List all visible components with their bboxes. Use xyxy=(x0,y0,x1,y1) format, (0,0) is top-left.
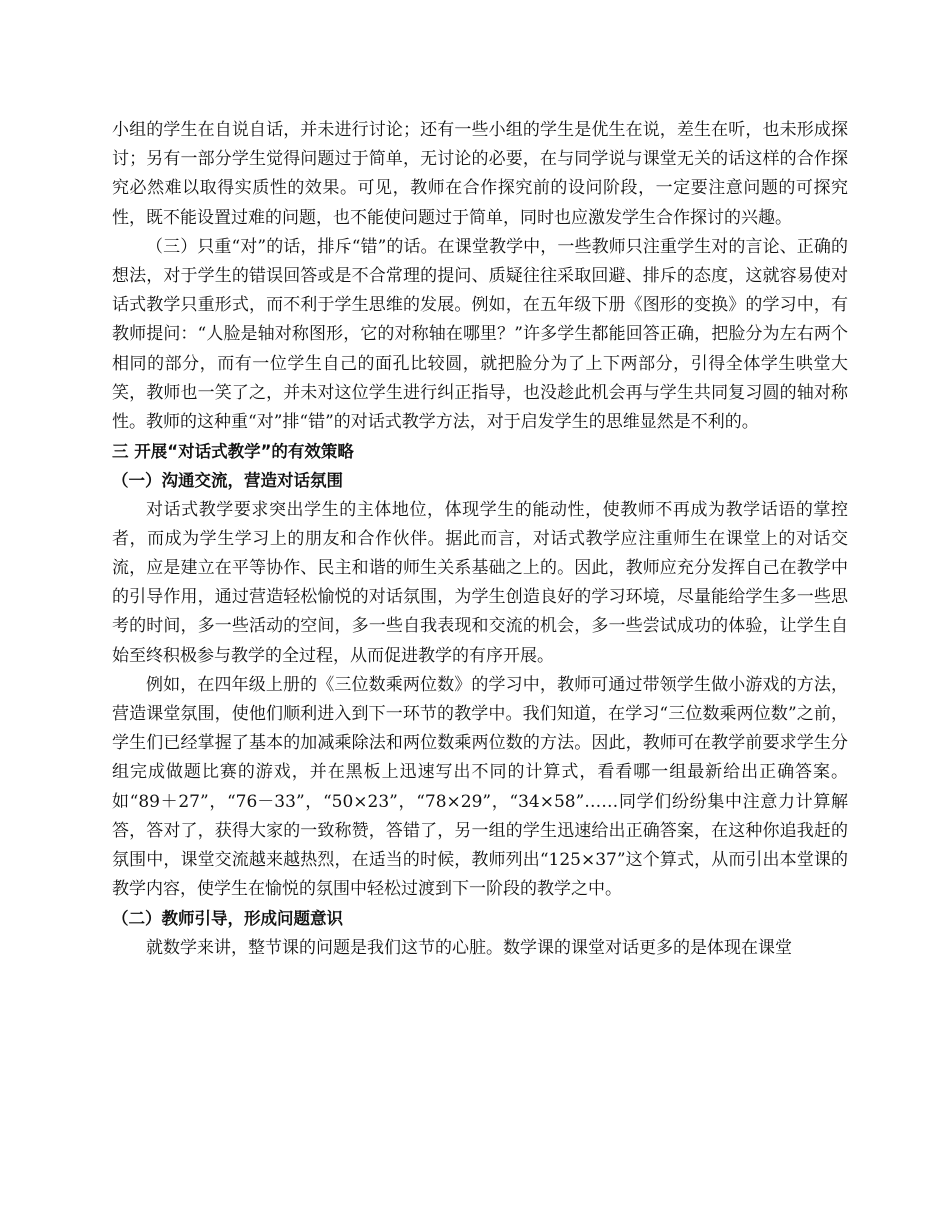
paragraph-example-multiplication: 例如，在四年级上册的《三位数乘两位数》的学习中，教师可通过带领学生做小游戏的方法，营造课堂氛围，使他们顺利进入到下一环节的教学中。我们知道，在学习“三位数乘两位数”之前，学生们已经掌握了基本的加减乘除法和两位数乘两位数的方法。因此，教师可在教学前要求学生分组完成做题比赛的游戏，并在黑板上迅速写出不同的计算式，看看哪一组最新给出正确答案。如“89＋27”，“76－33”，“50×23”，“78×29”，“34×58”……同学们纷纷集中注意力计算解答，答对了，获得大家的一致称赞，答错了，另一组的学生迅速给出正确答案，在这种你追我赶的氛围中，课堂交流越来越热烈，在适当的时候，教师列出“125×37”这个算式，从而引出本堂课的教学内容，使学生在愉悦的氛围中轻松过渡到下一阶段的教学之中。 xyxy=(112,674,848,900)
paragraph-math-questions: 就数学来讲，整节课的问题是我们这节的心脏。数学课的课堂对话更多的是体现在课堂 xyxy=(146,937,792,958)
paragraph-dialogue-teaching: 对话式教学要求突出学生的主体地位，体现学生的能动性，使教师不再成为教学话语的掌控者，而成为学生学习上的朋友和合作伙伴。据此而言，对话式教学应注重师生在课堂上的对话交流，应是建立在平等协作、民主和谐的师生关系基础之上的。因此，教师应充分发挥自己在教学中的引导作用，通过营造轻松愉悦的对话氛围，为学生创造良好的学习环境，尽量能给学生多一些思考的时间，多一些活动的空间，多一些自我表现和交流的机会，多一些尝试成功的体验，让学生自始至终积极参与教学的全过程，从而促进教学的有序开展。 xyxy=(112,499,848,666)
subsection-heading-teacher-guidance: （二）教师引导，形成问题意识 xyxy=(112,909,343,929)
paragraph-point-three: （三）只重“对”的话，排斥“错”的话。在课堂教学中，一些教师只注重学生对的言论、正确的想法，对于学生的错误回答或是不合常理的提问、质疑往往采取回避、排斥的态度，这就容易使对话式教学只重形式，而不利于学生思维的发展。例如，在五年级下册《图形的变换》的学习中，有教师提问：“人脸是轴对称图形，它的对称轴在哪里？”许多学生都能回答正确，把脸分为左右两个相同的部分，而有一位学生自己的面孔比较圆，就把脸分为了上下两部分，引得全体学生哄堂大笑，教师也一笑了之，并未对这位学生进行纠正指导，也没趁此机会再与学生共同复习圆的轴对称性。教师的这种重“对”排“错”的对话式教学方法，对于启发学生的思维显然是不利的。 xyxy=(112,236,848,433)
subsection-heading-communication: （一）沟通交流，营造对话氛围 xyxy=(112,471,343,491)
section-heading-strategies: 三 开展“对话式教学”的有效策略 xyxy=(112,442,354,462)
paragraph-continued: 小组的学生在自说自话，并未进行讨论；还有一些小组的学生是优生在说，差生在听，也未形成探讨；另有一部分学生觉得问题过于简单，无讨论的必要，在与同学说与课堂无关的话这样的合作探究必然难以取得实质性的效果。可见，教师在合作探究前的设问阶段，一定要注意问题的可探究性，既不能设置过难的问题，也不能使问题过于简单，同时也应激发学生合作探讨的兴趣。 xyxy=(112,120,848,228)
document-body xyxy=(112,116,848,963)
